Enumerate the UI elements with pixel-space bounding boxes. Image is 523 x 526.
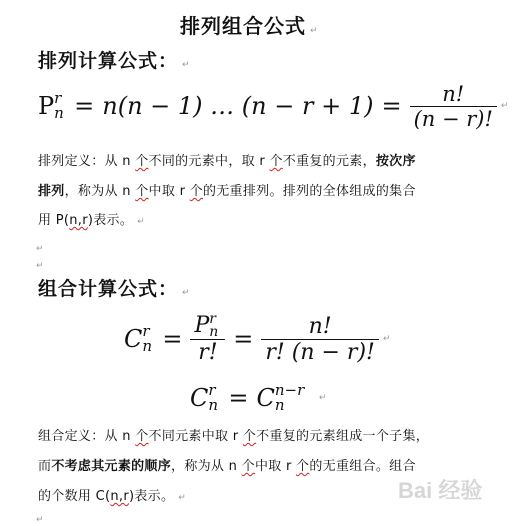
perm-symbol: P: [38, 92, 55, 120]
combination-heading: 组合计算公式： ↵: [38, 278, 191, 300]
comb-superscript: r: [142, 322, 150, 340]
fraction-numerator: n!: [308, 313, 332, 339]
fraction-numerator: P r n: [194, 311, 219, 340]
paragraph-mark: ↵: [382, 334, 391, 344]
fraction-denominator: (n − r)!: [410, 106, 497, 131]
comb-subscript: n: [142, 337, 153, 355]
fraction-numerator: n!: [442, 81, 465, 106]
permutation-definition-line-3: 用 P(n,r)表示。 ↵: [38, 213, 145, 228]
empty-paragraph: ↵: [36, 244, 44, 254]
equals-sign: =: [233, 325, 254, 353]
paragraph-mark: ↵: [318, 393, 327, 403]
paragraph-mark: ↵: [310, 26, 319, 36]
equals-sign: =: [228, 384, 249, 412]
perm-subscript: n: [54, 104, 64, 122]
perm-expansion: n(n − 1) … (n − r + 1): [102, 92, 374, 120]
comb-symbol: C: [124, 325, 143, 353]
fraction-denominator: r! (n − r)!: [261, 339, 378, 365]
combination-definition-line-1: 组合定义：从 n 个不同元素中取 r 个不重复的元素组成一个子集，: [38, 429, 430, 444]
equals-sign: =: [381, 92, 402, 120]
combination-definition-line-2: 而不考虑其元素的顺序，称为从 n 个中取 r 个的无重组合。组合: [38, 459, 416, 474]
paragraph-mark: ↵: [182, 288, 191, 298]
combination-formula: [124, 306, 390, 372]
equals-sign: =: [162, 325, 183, 353]
comb-fraction-2: [261, 314, 378, 365]
comb-sub-sup: [142, 324, 154, 354]
permutation-definition-line-1: 排列定义：从 n 个不同的元素中，取 r 个不重复的元素，按次序: [38, 154, 416, 169]
comb-fraction-1: [190, 313, 225, 365]
paragraph-mark: ↵: [500, 101, 509, 111]
equals-sign: =: [74, 92, 95, 120]
paragraph-mark: ↵: [178, 493, 187, 503]
watermark-logo: Bai 经验: [398, 478, 483, 503]
permutation-heading: 排列计算公式： ↵: [38, 50, 191, 72]
page-title: 排列组合公式 ↵: [180, 14, 319, 38]
empty-paragraph: ↵: [36, 515, 44, 525]
permutation-definition-line-2: 排列，称为从 n 个中取 r 个的无重排列。排列的全体组成的集合: [38, 184, 416, 199]
paragraph-mark: ↵: [137, 217, 145, 227]
perm-sub-sup: [54, 91, 66, 121]
fraction-denominator: r!: [190, 339, 225, 365]
paragraph-mark: ↵: [182, 60, 191, 70]
combination-symmetry-formula: C r n = C n−r n ↵: [190, 381, 327, 414]
permutation-formula: [38, 76, 508, 136]
perm-fraction: [410, 82, 497, 131]
perm-superscript: r: [54, 89, 62, 107]
combination-definition-line-3: 的个数用 C(n,r)表示。 ↵: [38, 489, 187, 504]
empty-paragraph: ↵: [36, 261, 44, 271]
